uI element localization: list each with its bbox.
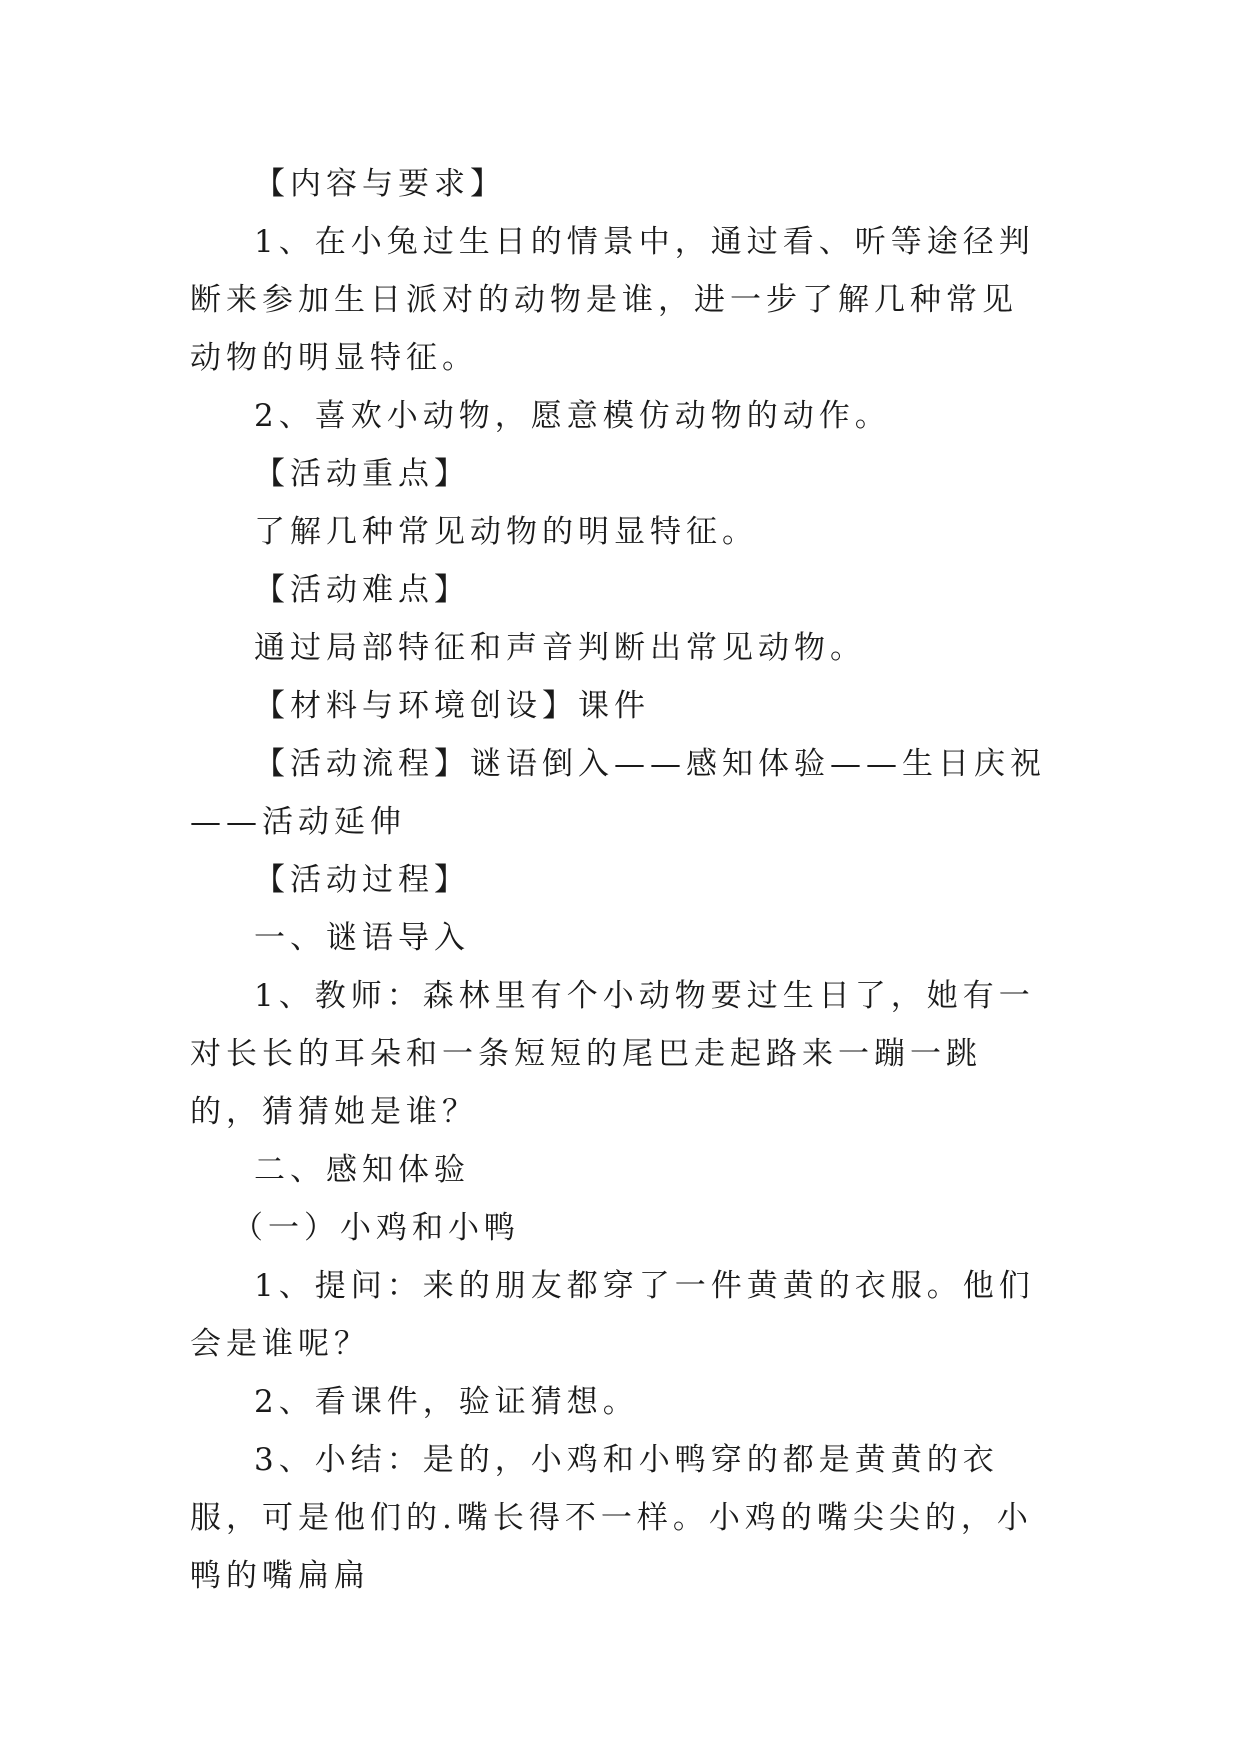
heading-difficulties: 【活动难点】	[254, 572, 470, 608]
paragraph-teacher-riddle: 1、教师：森林里有个小动物要过生日了，她有一对长长的耳朵和一条短短的尾巴走起路来一蹦一跳的，猜猜她是谁？	[190, 978, 1035, 1130]
heading-content-requirements: 【内容与要求】	[254, 166, 506, 202]
paragraph-goal-2: 2、喜欢小动物，愿意模仿动物的动作。	[254, 398, 891, 434]
heading-process: 【活动过程】	[254, 862, 470, 898]
paragraph-goal-1: 1、在小兔过生日的情景中，通过看、听等途径判断来参加生日派对的动物是谁，进一步了解几种常见动物的明显特征。	[190, 224, 1035, 376]
paragraph-courseware: 2、看课件，验证猜想。	[254, 1384, 639, 1420]
paragraph-flow: 【活动流程】谜语倒入——感知体验——生日庆祝——活动延伸	[190, 746, 1046, 840]
paragraph-materials: 【材料与环境创设】课件	[254, 688, 650, 724]
document-body	[190, 155, 1050, 1605]
section-perception: 二、感知体验	[254, 1152, 470, 1188]
paragraph-summary: 3、小结：是的，小鸡和小鸭穿的都是黄黄的衣服，可是他们的.嘴长得不一样。小鸡的嘴尖尖的，小鸭的嘴扁扁	[190, 1442, 1033, 1594]
subsection-chick-duck: （一）小鸡和小鸭	[232, 1210, 520, 1246]
paragraph-key-points: 了解几种常见动物的明显特征。	[254, 514, 758, 550]
section-riddle-intro: 一、谜语导入	[254, 920, 470, 956]
paragraph-difficulties: 通过局部特征和声音判断出常见动物。	[254, 630, 866, 666]
heading-key-points: 【活动重点】	[254, 456, 470, 492]
paragraph-question: 1、提问：来的朋友都穿了一件黄黄的衣服。他们会是谁呢？	[190, 1268, 1035, 1362]
